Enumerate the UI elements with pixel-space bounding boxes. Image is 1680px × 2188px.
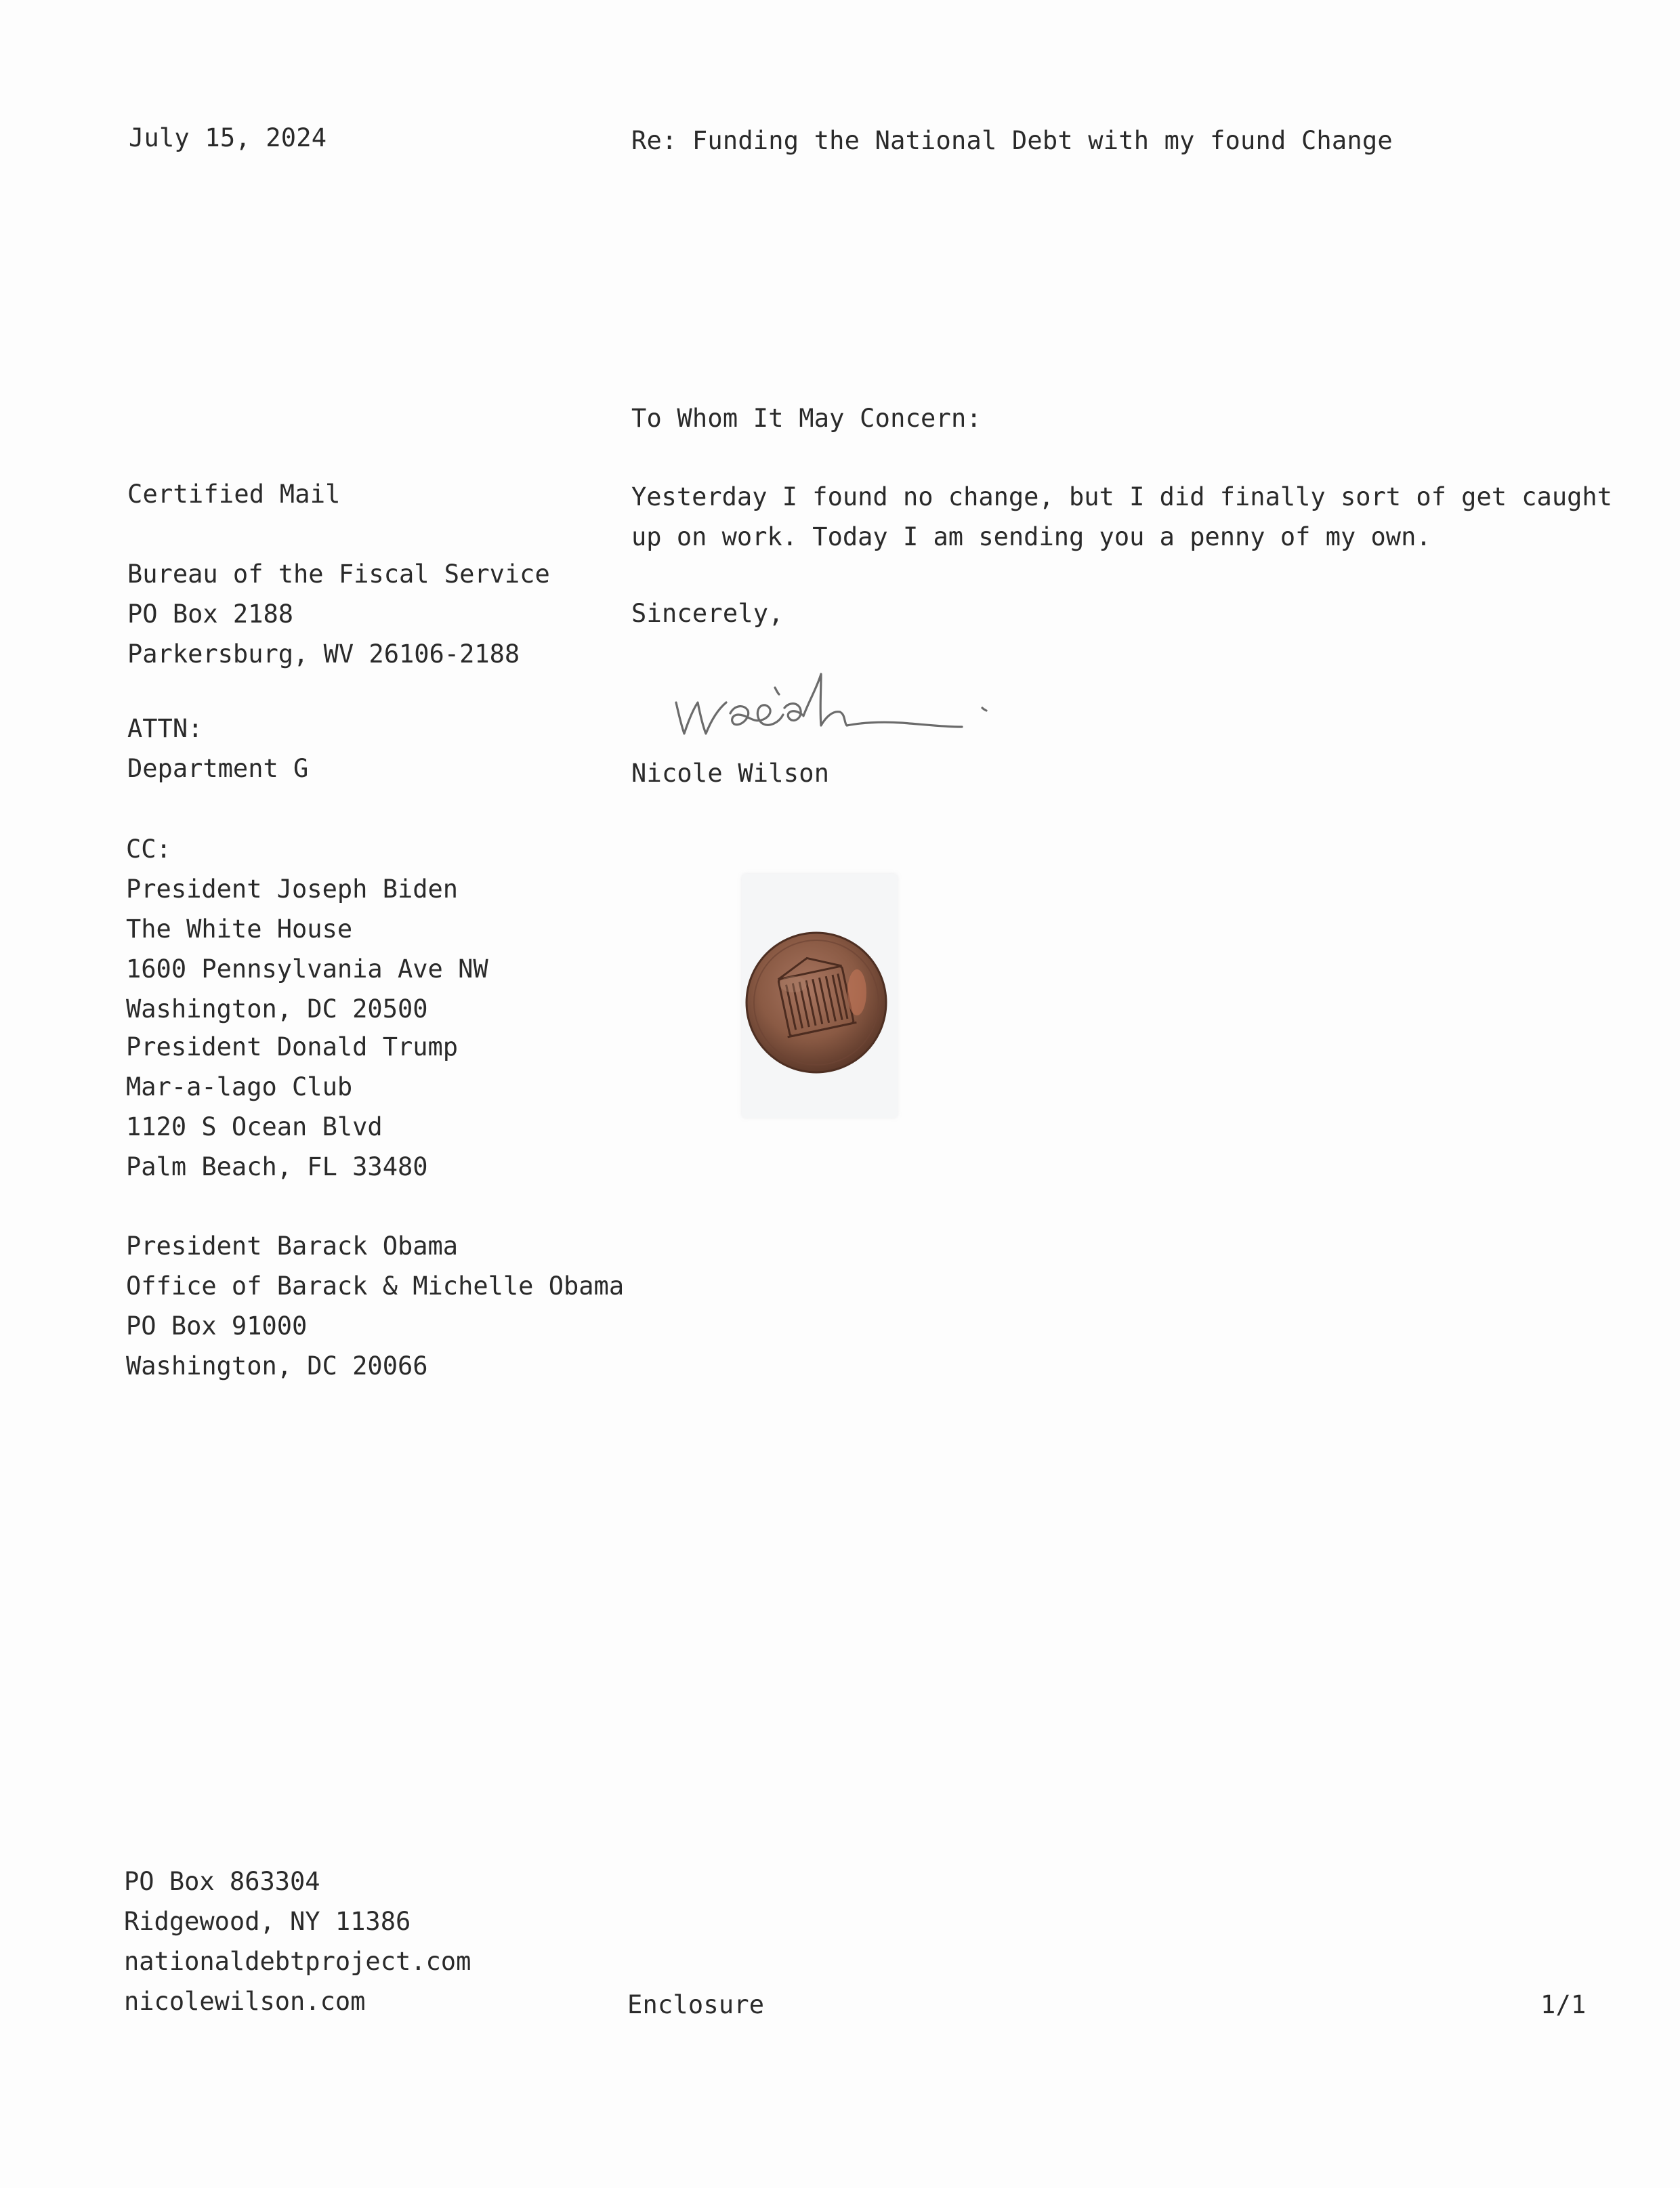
cc-biden-line: Washington, DC 20500 bbox=[126, 994, 428, 1024]
page-number: 1/1 bbox=[1540, 1990, 1587, 2019]
cc-obama-line: President Barack Obama bbox=[126, 1232, 459, 1261]
salutation: To Whom It May Concern: bbox=[631, 404, 982, 433]
cc-biden-line: President Joseph Biden bbox=[126, 875, 459, 904]
cc-obama-line: Office of Barack & Michelle Obama bbox=[126, 1271, 625, 1301]
taped-penny bbox=[728, 870, 904, 1121]
cc-obama-line: Washington, DC 20066 bbox=[126, 1351, 428, 1381]
sender-line: Ridgewood, NY 11386 bbox=[124, 1907, 411, 1936]
cc-block bbox=[126, 829, 488, 1029]
letter-date: July 15, 2024 bbox=[129, 123, 327, 152]
handwritten-signature bbox=[664, 660, 1016, 755]
cc-trump-address bbox=[126, 1027, 458, 1187]
sender-line: PO Box 863304 bbox=[124, 1867, 320, 1896]
cc-biden-line: 1600 Pennsylvania Ave NW bbox=[126, 954, 488, 984]
attn-department: Department G bbox=[127, 754, 309, 783]
letter-subject: Re: Funding the National Debt with my found Change bbox=[631, 126, 1393, 155]
cc-trump-line: Palm Beach, FL 33480 bbox=[126, 1152, 428, 1181]
cc-trump-line: Mar-a-lago Club bbox=[126, 1072, 353, 1101]
letter-body-line: up on work. Today I am sending you a penny of my own. bbox=[631, 522, 1431, 551]
cc-label: CC: bbox=[126, 835, 171, 864]
letter-body bbox=[631, 477, 1612, 557]
address-line: Bureau of the Fiscal Service bbox=[127, 560, 550, 589]
cc-obama-line: PO Box 91000 bbox=[126, 1311, 308, 1341]
cc-trump-line: President Donald Trump bbox=[126, 1032, 459, 1061]
sender-website-link[interactable]: nationaldebtproject.com bbox=[124, 1947, 471, 1976]
cc-biden-line: The White House bbox=[126, 914, 353, 944]
attn-label: ATTN: bbox=[127, 714, 203, 743]
sender-address bbox=[124, 1861, 471, 2021]
recipient-address bbox=[127, 554, 550, 674]
address-line: Parkersburg, WV 26106-2188 bbox=[127, 639, 520, 669]
penny-coin bbox=[728, 870, 904, 1121]
address-line: PO Box 2188 bbox=[127, 599, 294, 629]
letter-body-line: Yesterday I found no change, but I did finally sort of get caught bbox=[631, 482, 1612, 511]
enclosure-label: Enclosure bbox=[627, 1990, 765, 2019]
closing: Sincerely, bbox=[631, 599, 784, 628]
signer-name: Nicole Wilson bbox=[631, 759, 830, 788]
cc-trump-line: 1120 S Ocean Blvd bbox=[126, 1112, 383, 1141]
attention-block bbox=[127, 709, 308, 788]
sender-website-link[interactable]: nicolewilson.com bbox=[124, 1987, 366, 2016]
mailing-method: Certified Mail bbox=[127, 480, 341, 509]
cc-obama-address bbox=[126, 1226, 624, 1386]
